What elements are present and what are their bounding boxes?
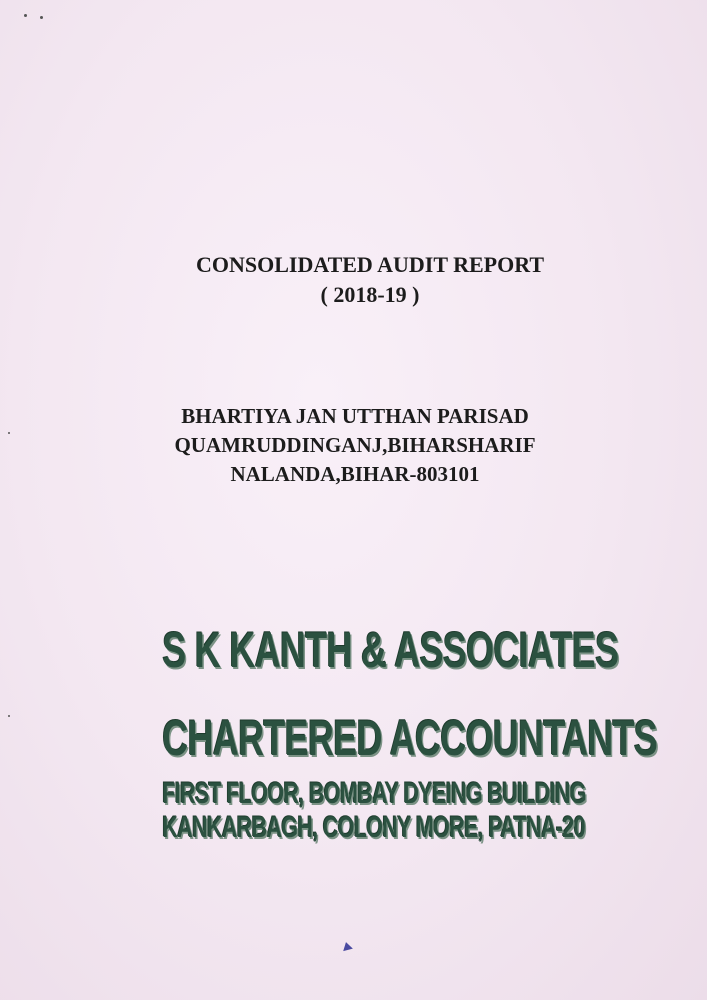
report-period: ( 2018-19 ): [320, 282, 420, 307]
stamp-address-line1: FIRST FLOOR, BOMBAY DYEING BUILDING: [162, 777, 586, 810]
stamp-firm-type: CHARTERED ACCOUNTANTS: [162, 710, 658, 766]
report-title-block: [160, 250, 580, 310]
organization-block: [120, 402, 590, 489]
paper-speck: [8, 432, 10, 434]
report-title: CONSOLIDATED AUDIT REPORT: [195, 252, 545, 277]
organization-address-line1: QUAMRUDDINGANJ,BIHARSHARIF: [174, 433, 536, 457]
organization-address-line2: NALANDA,BIHAR-803101: [230, 462, 480, 486]
paper-speck: [8, 715, 10, 717]
stamp-address-line2: KANKARBAGH, COLONY MORE, PATNA-20: [162, 811, 585, 844]
paper-speck: [24, 14, 27, 17]
paper-speck: [40, 16, 43, 19]
stamp-firm-name: S K KANTH & ASSOCIATES: [162, 622, 619, 678]
ink-mark: [341, 941, 353, 951]
organization-name: BHARTIYA JAN UTTHAN PARISAD: [181, 404, 529, 428]
